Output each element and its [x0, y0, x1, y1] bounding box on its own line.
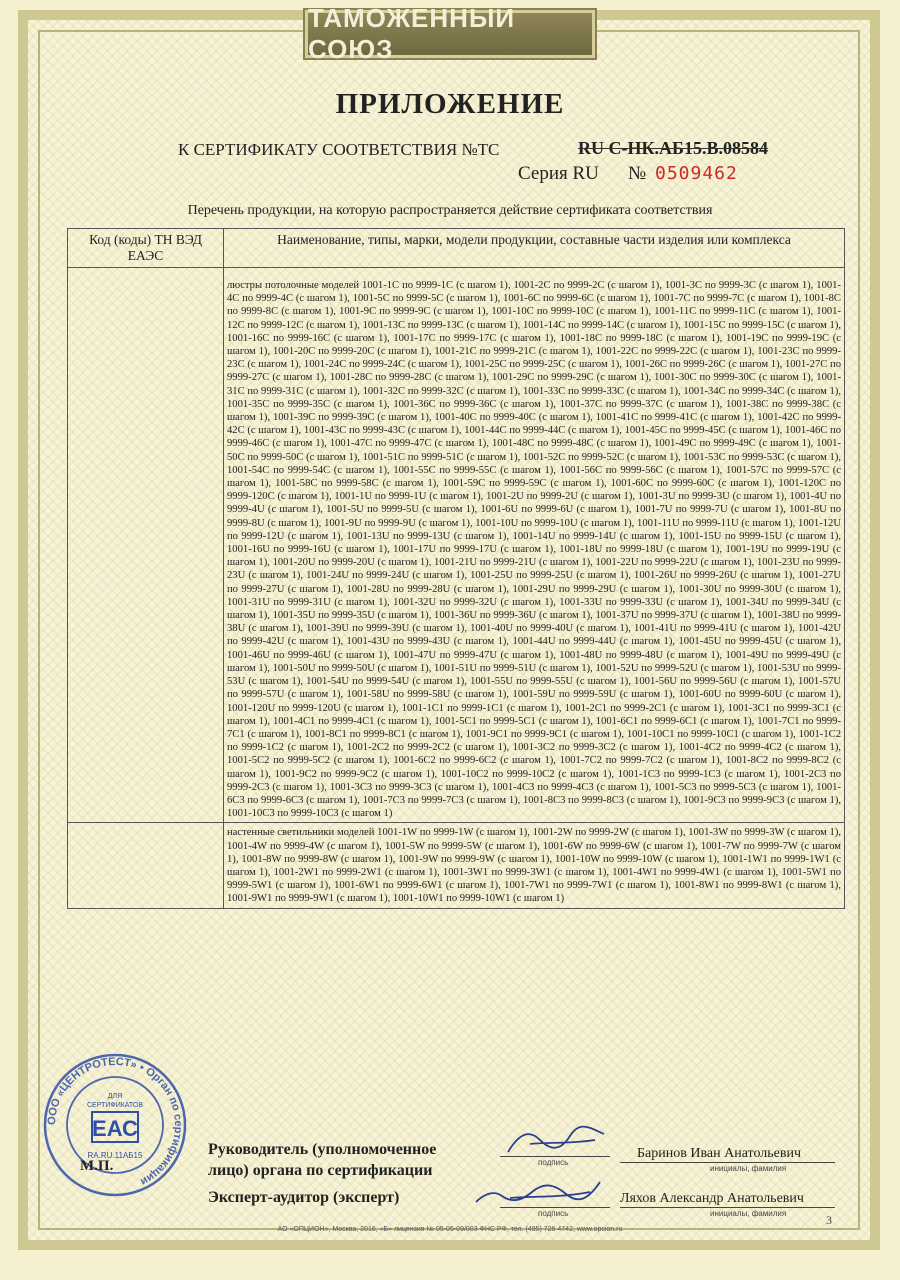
eac-mark: ЕАС — [92, 1116, 138, 1141]
head-name: Баринов Иван Анатольевич — [637, 1146, 802, 1161]
stamp-outer-text: ООО «ЦЕНТРОТЕСТ» • Орган по сертификации — [45, 1055, 185, 1188]
head-name-line — [620, 1162, 835, 1163]
customs-union-banner — [305, 3, 595, 64]
products-table — [67, 228, 845, 909]
expert-sign-caption: подпись — [538, 1209, 569, 1218]
product-text: настенные светильники моделей 1001-1W по 9999-1W (с шагом 1), 1001-2W по 9999-2W (с шагом 1), 1001-3W по 9999-3W (с шагом 1), 1001-4W по 9999-4W (с шагом 1), 1001-5W по 9999-5W (с шагом 1), 1001-6W по 9999-6W (с шагом 1), 1001-7W по 9999-7W (с шагом 1), 1001-8W по 9999-8W (с шагом 1), 1001-9W по 9999-9W (с шагом 1), 1001-10W по 9999-10W (с шагом 1), 1001-1W1 по 9999-1W1 (с шагом 1), 1001-2W1 по 9999-2W1 (с шагом 1), 1001-3W1 по 9999-3W1 (с шагом 1), 1001-4W1 по 9999-4W1 (с шагом 1), 1001-5W1 по 9999-5W1 (с шагом 1), 1001-6W1 по 9999-6W1 (с шагом 1), 1001-7W1 по 9999-7W1 (с шагом 1), 1001-8W1 по 9999-8W1 (с шагом 1), 1001-9W1 по 9999-9W1 (с шагом 1), 1001-10W1 по 9999-10W1 (с шагом 1) — [227, 827, 841, 905]
head-label-line2: лицо) органа по сертификации — [208, 1162, 433, 1179]
expert-name: Ляхов Александр Анатольевич — [620, 1191, 804, 1206]
header-name: Наименование, типы, марки, модели продукции, составные части изделия или комплекса — [224, 229, 845, 268]
cell-spacer — [224, 268, 844, 276]
expert-label: Эксперт-аудитор (эксперт) — [208, 1189, 400, 1206]
head-sign-line — [500, 1156, 610, 1157]
expert-sign-line — [500, 1207, 610, 1208]
code-cell — [68, 268, 224, 823]
series-label: Серия RU — [518, 163, 599, 184]
banner-text: ТАМОЖЕННЫЙ СОЮЗ — [308, 3, 516, 64]
expert-name-line — [620, 1207, 835, 1208]
organ-seal-stamp — [40, 1050, 190, 1200]
certificate-number: RU С-НК.АБ15.В.08584 — [578, 138, 768, 158]
printer-footer: АО «ОПЦИОН», Москва, 2016, «Б» лицензия № 05-05-09/003 ФНС РФ, тел. (495) 726 4742, www.opcion.ru — [277, 1226, 623, 1233]
certificate-subtitle: К СЕРТИФИКАТУ СООТВЕТСТВИЯ №ТС — [178, 140, 500, 159]
series-number: 0509462 — [655, 163, 738, 184]
number-sign: № — [628, 163, 647, 184]
table-header-row — [68, 229, 845, 268]
stamp-inner-top2: СЕРТИФИКАТОВ — [86, 1102, 144, 1109]
expert-signature — [470, 1172, 610, 1212]
list-title: Перечень продукции, на которую распространяется действие сертификата соответствия — [187, 203, 713, 218]
stamp-inner-top: ДЛЯ — [107, 1093, 123, 1100]
product-cell — [224, 823, 845, 908]
page-number: 3 — [826, 1213, 832, 1227]
head-sign-caption: подпись — [538, 1158, 569, 1167]
table-row — [68, 268, 845, 823]
page-title: ПРИЛОЖЕНИЕ — [335, 88, 565, 120]
head-name-caption: инициалы, фамилия — [710, 1164, 787, 1173]
product-text: люстры потолочные моделей 1001-1C по 9999-1C (с шагом 1), 1001-2C по 9999-2C (с шагом 1), 1001-3C по 9999-3C (с шагом 1), 1001-4C по 9999-4C (с шагом 1), 1001-5C по 9999-5C (с шагом 1), 1001-6C по 9999-6C (с шагом 1), 1001-7C по 9999-7C (с шагом 1), 1001-8C по 9999-8C (с шагом 1), 1001-9C по 9999-9C (с шагом 1), 1001-10C по 9999-10C (с шагом 1), 1001-11C по 9999-11C (с шагом 1), 1001-12C по 9999-12C (с шагом 1), 1001-13C по 9999-13C (с шагом 1), 1001-14C по 9999-14C (с шагом 1), 1001-15C по 9999-15C (с шагом 1), 1001-16C по 9999-16C (с шагом 1), 1001-17C по 9999-17C (с шагом 1), 1001-18C по 9999-18C (с шагом 1), 1001-19C по 9999-19C (с шагом 1), 1001-20C по 9999-20C (с шагом 1), 1001-21C по 9999-21C (с шагом 1), 1001-22C по 9999-22C (с шагом 1), 1001-23C по 9999-23C (с шагом 1), 1001-24C по 9999-24C (с шагом 1), 1001-25C по 9999-25C (с шагом 1), 1001-26C по 9999-26C (с шагом 1), 1001-27C по 9999-27C (с шагом 1), 1001-28C по 9999-28C (с шагом 1), 1001-29C по 9999-29C (с шагом 1), 1001-30C по 9999-30C (с шагом 1), 1001-31C по 9999-31C (с шагом 1), 1001-32C по 9999-32C (с шагом 1), 1001-33C по 9999-33C (с шагом 1), 1001-34C по 9999-34C (с шагом 1), 1001-35C по 9999-35C (с шагом 1), 1001-36C по 9999-36C (с шагом 1), 1001-37C по 9999-37C (с шагом 1), 1001-38C по 9999-38C (с шагом 1), 1001-39C по 9999-39C (с шагом 1), 1001-40C по 9999-40C (с шагом 1), 1001-41C по 9999-41C (с шагом 1), 1001-42C по 9999-42C (с шагом 1), 1001-43C по 9999-43C (с шагом 1), 1001-44C по 9999-44C (с шагом 1), 1001-45C по 9999-45C (с шагом 1), 1001-46C по 9999-46C (с шагом 1), 1001-47C по 9999-47C (с шагом 1), 1001-48C по 9999-48C (с шагом 1), 1001-49C по 9999-49C (с шагом 1), 1001-50C по 9999-50C (с шагом 1), 1001-51C по 9999-51C (с шагом 1), 1001-52C по 9999-52C (с шагом 1), 1001-53C по 9999-53C (с шагом 1), 1001-54C по 9999-54C (с шагом 1), 1001-55C по 9999-55C (с шагом 1), 1001-56C по 9999-56C (с шагом 1), 1001-57C по 9999-57C (с шагом 1), 1001-58C по 9999-58C (с шагом 1), 1001-59C по 9999-59C (с шагом 1), 1001-60C по 9999-60C (с шагом 1), 1001-120C по 9999-120C (с шагом 1), 1001-1U по 9999-1U (с шагом 1), 1001-2U по 9999-2U (с шагом 1), 1001-3U по 9999-3U (с шагом 1), 1001-4U по 9999-4U (с шагом 1), 1001-5U по 9999-5U (с шагом 1), 1001-6U по 9999-6U (с шагом 1), 1001-7U по 9999-7U (с шагом 1), 1001-8U по 9999-8U (с шагом 1), 1001-9U по 9999-9U (с шагом 1), 1001-10U по 9999-10U (с шагом 1), 1001-11U по 9999-11U (с шагом 1), 1001-12U по 9999-12U (с шагом 1), 1001-13U по 9999-13U (с шагом 1), 1001-14U по 9999-14U (с шагом 1), 1001-15U по 9999-15U (с шагом 1), 1001-16U по 9999-16U (с шагом 1), 1001-17U по 9999-17U (с шагом 1), 1001-18U по 9999-18U (с шагом 1), 1001-19U по 9999-19U (с шагом 1), 1001-20U по 9999-20U (с шагом 1), 1001-21U по 9999-21U (с шагом 1), 1001-22U по 9999-22U (с шагом 1), 1001-23U по 9999-23U (с шагом 1), 1001-24U по 9999-24U (с шагом 1), 1001-25U по 9999-25U (с шагом 1), 1001-26U по 9999-26U (с шагом 1), 1001-27U по 9999-27U (с шагом 1), 1001-28U по 9999-28U (с шагом 1), 1001-29U по 9999-29U (с шагом 1), 1001-30U по 9999-30U (с шагом 1), 1001-31U по 9999-31U (с шагом 1), 1001-32U по 9999-32U (с шагом 1), 1001-33U по 9999-33U (с шагом 1), 1001-34U по 9999-34U (с шагом 1), 1001-35U по 9999-35U (с шагом 1), 1001-36U по 9999-36U (с шагом 1), 1001-37U по 9999-37U (с шагом 1), 1001-38U по 9999-38U (с шагом 1), 1001-39U по 9999-39U (с шагом 1), 1001-40U по 9999-40U (с шагом 1), 1001-41U по 9999-41U (с шагом 1), 1001-42U по 9999-42U (с шагом 1), 1001-43U по 9999-43U (с шагом 1), 1001-44U по 9999-44U (с шагом 1), 1001-45U по 9999-45U (с шагом 1), 1001-46U по 9999-46U (с шагом 1), 1001-47U по 9999-47U (с шагом 1), 1001-48U по 9999-48U (с шагом 1), 1001-49U по 9999-49U (с шагом 1), 1001-50U по 9999-50U (с шагом 1), 1001-51U по 9999-51U (с шагом 1), 1001-52U по 9999-52U (с шагом 1), 1001-53U по 9999-53U (с шагом 1), 1001-54U по 9999-54U (с шагом 1), 1001-55U по 9999-55U (с шагом 1), 1001-56U по 9999-56U (с шагом 1), 1001-57U по 9999-57U (с шагом 1), 1001-58U по 9999-58U (с шагом 1), 1001-59U по 9999-59U (с шагом 1), 1001-60U по 9999-60U (с шагом 1), 1001-120U по 9999-120U (с шагом 1), 1001-1C1 по 9999-1C1 (с шагом 1), 1001-2C1 по 9999-2C1 (с шагом 1), 1001-3C1 по 9999-3C1 (с шагом 1), 1001-4C1 по 9999-4C1 (с шагом 1), 1001-5C1 по 9999-5C1 (с шагом 1), 1001-6C1 по 9999-6C1 (с шагом 1), 1001-7C1 по 9999-7C1 (с шагом 1), 1001-8C1 по 9999-8C1 (с шагом 1), 1001-9C1 по 9999-9C1 (с шагом 1), 1001-10C1 по 9999-10C1 (с шагом 1), 1001-1C2 по 9999-1C2 (с шагом 1), 1001-2C2 по 9999-2C2 (с шагом 1), 1001-3C2 по 9999-3C2 (с шагом 1), 1001-4C2 по 9999-4C2 (с шагом 1), 1001-5C2 по 9999-5C2 (с шагом 1), 1001-6C2 по 9999-6C2 (с шагом 1), 1001-7C2 по 9999-7C2 (с шагом 1), 1001-8C2 по 9999-8C2 (с шагом 1), 1001-9C2 по 9999-9C2 (с шагом 1), 1001-10C2 по 9999-10C2 (с шагом 1), 1001-1C3 по 9999-1C3 (с шагом 1), 1001-2C3 по 9999-2C3 (с шагом 1), 1001-3C3 по 9999-3C3 (с шагом 1), 1001-4C3 по 9999-4C3 (с шагом 1), 1001-5C3 по 9999-5C3 (с шагом 1), 1001-6C3 по 9999-6C3 (с шагом 1), 1001-7C3 по 9999-7C3 (с шагом 1), 1001-8C3 по 9999-8C3 (с шагом 1), 1001-9C3 по 9999-9C3 (с шагом 1), 1001-10C3 по 9999-10C3 (с шагом 1) — [227, 280, 841, 820]
stamp-reg: RA.RU.11АБ15 — [87, 1151, 143, 1160]
head-label-line1: Руководитель (уполномоченное — [208, 1141, 437, 1158]
mp-label: М.П. — [80, 1158, 114, 1174]
table-row — [68, 823, 845, 908]
header-code: Код (коды) ТН ВЭД ЕАЭС — [68, 229, 224, 268]
expert-name-caption: инициалы, фамилия — [710, 1209, 787, 1218]
code-cell — [68, 823, 224, 908]
product-cell — [224, 268, 845, 823]
